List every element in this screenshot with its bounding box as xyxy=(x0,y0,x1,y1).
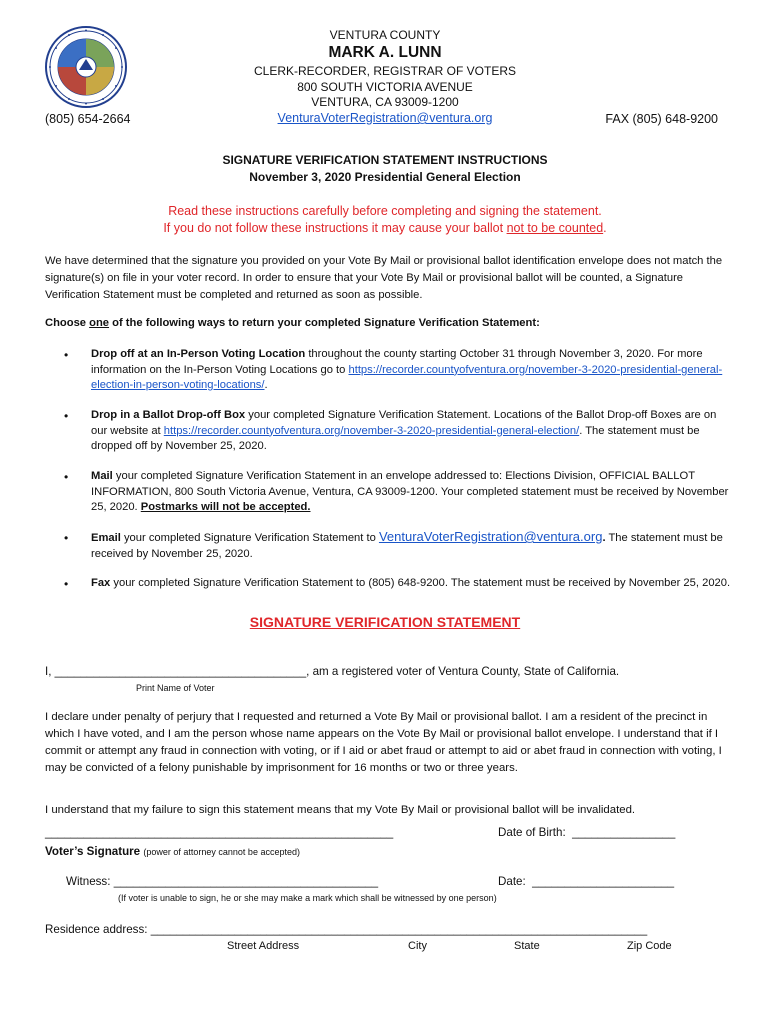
voter-signature-label: Voter’s Signature (power of attorney cannot be accepted) xyxy=(45,845,300,858)
print-name-label: Print Name of Voter xyxy=(136,683,215,693)
street-address-label: Street Address xyxy=(227,940,300,952)
residence-row: Residence address: _____________________________________________________________________________ xyxy=(45,923,648,936)
option-fax: Fax your completed Signature Verification Statement to (805) 648-9200. The statement must be received by November 25, 2020. xyxy=(91,577,731,589)
office-email-link[interactable]: VenturaVoterRegistration@ventura.org xyxy=(277,111,493,125)
choose-heading: Choose one of the following ways to return your completed Signature Verification Statement: xyxy=(45,317,540,329)
voter-name-field[interactable]: _______________________________________ xyxy=(54,665,307,678)
option-mail: Mail your completed Signature Verification Statement in an envelope addressed to: Elections Division, OFFICIAL BALLOT INFORMATION, 800 South Victoria Avenue, Ventura, CA 93009-1200. Your completed statement must be received by November 25, 2020. Postmarks will not be accepted. xyxy=(91,470,729,513)
invalidation-notice: I understand that my failure to sign this statement means that my Vote By Mail or provisional ballot will be invalidated. xyxy=(45,804,636,816)
bullet: • xyxy=(64,409,69,423)
in-person-locations-link[interactable]: https://recorder.countyofventura.org/november-3-2020-presidential-general-election-in-person-voting-locations/ xyxy=(91,363,723,391)
bullet: • xyxy=(64,470,69,484)
witness-date-field[interactable]: ______________________ xyxy=(532,875,675,888)
bullet: • xyxy=(64,348,69,362)
election-subtitle: November 3, 2020 Presidential General Election xyxy=(249,170,521,184)
option-drop-box: Drop in a Ballot Drop-off Box your completed Signature Verification Statement. Locations of the Ballot Drop-off Boxes are on our website at https://recorder.countyofventura.org/november-3-2020-presidential-general-election/. The statement must be dropped off by November 25, 2020. xyxy=(91,409,717,452)
voter-signature-field[interactable]: ______________________________________________________ xyxy=(45,826,394,839)
not-counted-emphasis: not to be counted xyxy=(506,221,604,235)
instructions-title: SIGNATURE VERIFICATION STATEMENT INSTRUCTIONS xyxy=(222,153,548,167)
statement-heading: SIGNATURE VERIFICATION STATEMENT xyxy=(249,614,521,630)
drop-box-locations-link[interactable]: https://recorder.countyofventura.org/november-3-2020-presidential-general-election/ xyxy=(163,424,580,437)
witness-row: Witness: _________________________________________ xyxy=(66,875,379,888)
option-in-person: Drop off at an In-Person Voting Location throughout the county starting October 31 through November 3, 2020. For more information on the In-Person Voting Locations go to https://recorder.countyofventura.org/november-3-2020-presidential-general-election-in-person-voting-locations/. xyxy=(91,348,723,391)
residence-address-field[interactable]: _____________________________________________________________________________ xyxy=(150,923,648,936)
voter-name-line: I, _______________________________________, am a registered voter of Ventura County, State of California. xyxy=(45,665,620,678)
office-title: CLERK-RECORDER, REGISTRAR OF VOTERS xyxy=(253,64,517,78)
date-of-birth-row: Date of Birth: ________________ xyxy=(498,826,676,839)
clerk-name: MARK A. LUNN xyxy=(328,44,442,61)
witness-date-row: Date: ______________________ xyxy=(498,875,675,888)
warning-line1: Read these instructions carefully before completing and signing the statement. xyxy=(168,204,602,218)
declaration-paragraph: I declare under penalty of perjury that I requested and returned a Vote By Mail or provisional ballot. I am a resident of the precinct in which I have voted, and I am the person whose name appears on the Vote By Mail or provisional ballot envelope. I understand that if I commit or attempt any fraud in connection with voting, or if I aid or abet fraud or attempt to aid or abet fraud in connection with voting, I may be convicted of a felony punishable by imprisonment for 16 months or two or three years. xyxy=(45,711,722,774)
bullet: • xyxy=(64,531,69,545)
county-label: VENTURA COUNTY xyxy=(329,28,441,42)
phone-number: (805) 654-2664 xyxy=(45,112,131,126)
option-email: Email your completed Signature Verification Statement to VenturaVoterRegistration@ventura.org. The statement must be received by November 25, 2020. xyxy=(91,529,723,560)
office-address-line1: 800 SOUTH VICTORIA AVENUE xyxy=(297,80,473,94)
bullet: • xyxy=(64,577,69,591)
zip-code-label: Zip Code xyxy=(627,940,672,952)
witness-note: (If voter is unable to sign, he or she may make a mark which shall be witnessed by one person) xyxy=(118,893,497,903)
intro-paragraph: We have determined that the signature you provided on your Vote By Mail or provisional ballot identification envelope does not match the signature(s) on file in your voter record. In order to ensure that your Vote By Mail or provisional ballot will be counted, a Signature Verification Statement must be completed and returned as soon as possible. xyxy=(45,255,723,301)
office-address-line2: VENTURA, CA 93009-1200 xyxy=(311,95,459,109)
fax-number: FAX (805) 648-9200 xyxy=(605,112,718,126)
witness-signature-field[interactable]: _________________________________________ xyxy=(113,875,379,888)
state-label: State xyxy=(514,940,540,952)
email-return-link[interactable]: VenturaVoterRegistration@ventura.org xyxy=(378,529,603,544)
city-label: City xyxy=(408,940,427,952)
warning-line2: If you do not follow these instructions it may cause your ballot not to be counted. xyxy=(163,221,607,235)
date-of-birth-field[interactable]: ________________ xyxy=(572,826,676,839)
